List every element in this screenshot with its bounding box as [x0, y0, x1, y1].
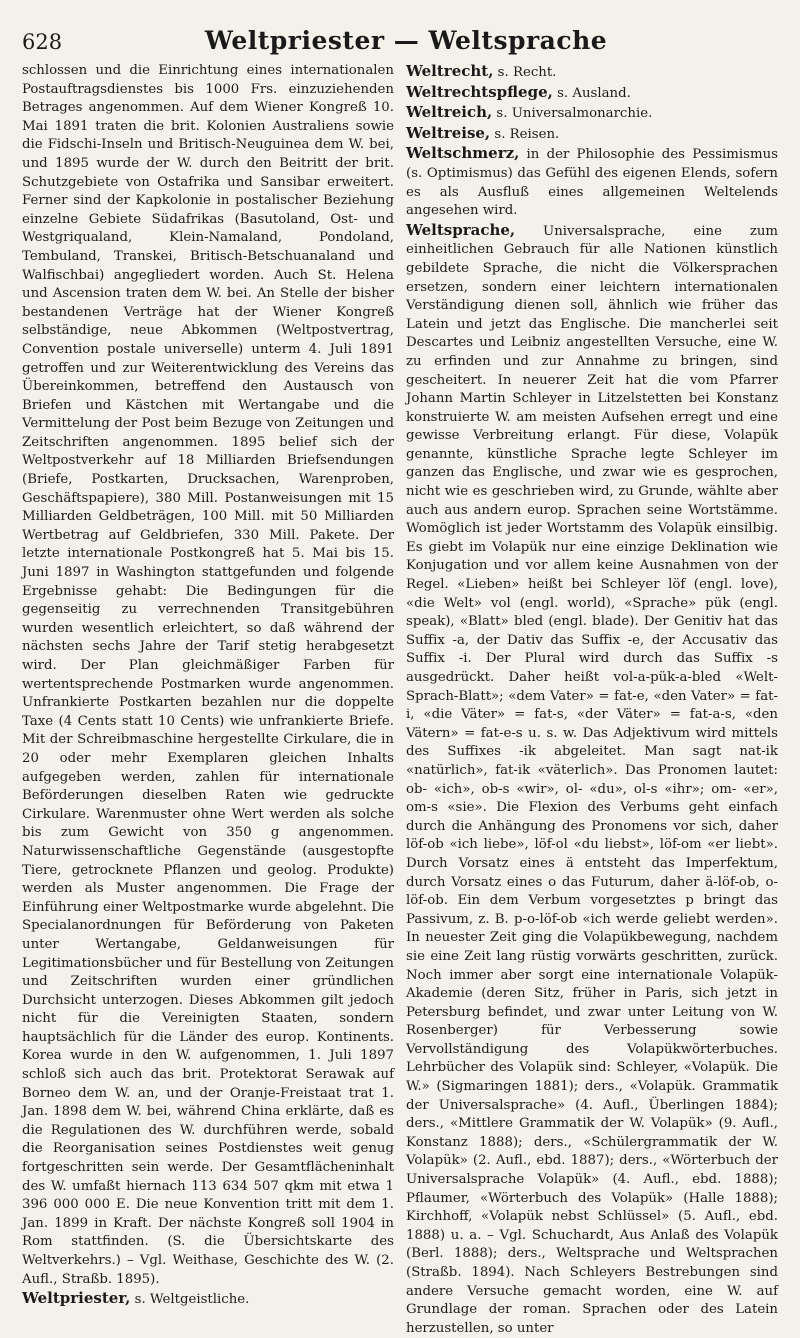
entry-keyword: Weltschmerz, [406, 144, 520, 163]
entry-text: s. Weltgeistliche. [130, 1292, 250, 1308]
entry-text: s. Recht. [493, 65, 557, 80]
weltpostverein-continuation: schlossen und die Einrichtung eines internationalen Postauftragsdienstes bis 1000 Frs. einzuziehenden Betrages angenommen. Auf dem Wiener Kongreß 10. Mai 1891 traten die brit. Kolonien Australiens sowie die Fidschi-Inseln und Britisch-Neuguinea dem W. bei, und 1895 wurde der W. durch den Beitritt der brit. Schutzgebiete von Ostafrika und Sansibar erweitert. Ferner sind der Kapkolonie in postalischer Beziehung einzelne Gebiete Südafrikas (Basutoland, Ost- und Westgriqualand, Klein-Namaland, Pondoland, Tembuland, Transkei, Britisch-Betschuanaland und Walfischbai) angegliedert worden. Auch St. Helena und Ascension traten dem W. bei. An Stelle der bisher bestandenen Verträge hat der Wiener Kongreß selbständige, neue Abkommen (Weltpostvertrag, Convention postale universelle) unterm 4. Juli 1891 getroffen und zur Weiterentwicklung des Vereins das Übereinkommen, betreffend den Austausch von Briefen und Kästchen mit Wertangabe und die Vermittelung der Post beim Bezuge von Zeitungen und Zeitschriften angenommen. 1895 belief sich der Weltpostverkehr auf 18 Milliarden Briefsendungen (Briefe, Postkarten, Drucksachen, Warenproben, Geschäftspapiere), 380 Mill. Postanweisungen mit 15 Milliarden Geldbeträgen, 100 Mill. mit 50 Milliarden Wertbetrag auf Geldbriefen, 330 Mill. Pakete. Der letzte internationale Postkongreß hat 5. Mai bis 15. Juni 1897 in Washington stattgefunden und folgende Ergebnisse gehabt: Die Bedingungen für die gegenseitig zu verrechnenden Transitgebühren wurden wesentlich erleichtert, so daß während der nächsten sechs Jahre der Tarif stetig herabgesetzt wird. Der Plan gleichmäßiger Farben für wertentsprechende Postmarken wurde angenommen. Unfrankierte Postkarten bezahlen nur die doppelte Taxe (4 Cents statt 10 Cents) wie unfrankierte Briefe. Mit der Schreibmaschine hergestellte Cirkulare, die in 20 oder mehr Exemplaren gleichen Inhalts aufgegeben werden, zahlen für internationale Beförderungen dieselben Raten wie gedruckte Cirkulare. Warenmuster ohne Wert werden als solche bis zum Gewicht von 350 g angenommen. Naturwissenschaftliche Gegenstände (ausgestopfte Tiere, getrocknete Pflanzen und geolog. Produkte) werden als Muster angenommen. Die Frage der Einführung einer Weltpostmarke wurde abgelehnt. Die Specialanordnungen für Beförderung von Paketen unter Wertangabe, Geldanweisungen für Legitimationsbücher und für Bestellung von Zeitungen und Zeitschriften wurden einer gründlichen Durchsicht unterzogen. Dieses Abkommen gilt jedoch nicht für die Vereinigten Staaten, sondern hauptsächlich für die Länder des europ. Kontinents. Korea wurde in den W. aufgenommen, 1. Juli 1897 schloß sich auch das brit. Protektorat Serawak auf Borneo dem W. an, und der Oranje-Freistaat trat 1. Jan. 1898 dem W. bei, während China erklärte, daß es die Regulationen des W. durchführen werde, sobald die Reorganisation seines Postdienstes weit genug fortgeschritten sein werde. Der Gesamtflächeninhalt des W. umfaßt hiernach 113 634 507 qkm mit etwa 1 396 000 000 E. Die neue Konvention tritt mit dem 1. Jan. 1899 in Kraft. Der nächste Kongreß soll 1904 in Rom stattfinden. (S. die Übersichtskarte des Weltverkehrs.) – Vgl. Weithase, Geschichte des W. (2. Aufl., Straßb. 1895). [22, 63, 394, 1287]
entry-weltschmerz [406, 144, 778, 220]
entry-weltrechtspflege [406, 83, 778, 104]
left-column [22, 62, 394, 1310]
entry-keyword: Weltrechtspflege, [406, 82, 553, 101]
entry-text: in der Philosophie des Pessimismus (s. Optimismus) das Gefühl des eigenen Elends, sofern es als Ausfluß eines allgemeinen Weltelends angesehen wird. [406, 147, 778, 219]
entry-text: s. Reisen. [490, 126, 560, 142]
entry-keyword: Weltsprache, [406, 220, 516, 239]
entry-keyword: Weltreise, [406, 123, 491, 142]
page-header [22, 22, 790, 62]
entry-weltreich [406, 103, 778, 124]
entry-text: s. Universalmonarchie. [492, 106, 653, 122]
entry-weltrecht [406, 62, 778, 83]
entry-text: s. Ausland. [552, 85, 631, 101]
entry-weltreise [406, 124, 778, 145]
entry-keyword: Weltreich, [406, 103, 493, 122]
page-number: 628 [22, 30, 63, 54]
entry-text: Universalsprache, eine zum einheitlichen Gebrauch für alle Nationen künstlich gebildete Sprache, die nicht die Völkersprachen ersetzen, sondern einer leichtern internationalen Verständigung dienen soll, ähnlich wie früher das Latein und jetzt das Englische. Die mancherlei seit Descartes und Leibniz angestellten Versuche, eine W. zu erfinden und zur Annahme zu bringen, sind gescheitert. In neuerer Zeit hat die vom Pfarrer Johann Martin Schleyer in Litzelstetten bei Konstanz konstruierte W. am meisten Aufsehen erregt und eine gewisse Verbreitung erlangt. Für diese, Volapük genannte, künstliche Sprache legte Schleyer im ganzen das Englische, und zwar wie es gesprochen, nicht wie es geschrieben wird, zu Grunde, wählte aber auch aus andern europ. Sprachen seine Wortstämme. Womöglich ist jeder Wortstamm des Volapük einsilbig. Es giebt im Volapük nur eine einzige Deklination wie Konjugation und vor allem keine Ausnahmen von der Regel. «Lieben» heißt bei Schleyer löf (engl. love), «die Welt» vol (engl. world), «Sprache» pük (engl. speak), «Blatt» bled (engl. blade). Der Genitiv hat das Suffix -a, der Dativ das Suffix -e, der Accusativ das Suffix -i. Der Plural wird durch das Suffix -s ausgedrückt. Daher heißt vol-a-pük-a-bled «Welt-Sprach-Blatt»; «dem Vater» = fat-e, «den Vater» = fat-i, «die Väter» = fat-s, «der Väter» = fat-a-s, «den Vätern» = fat-e-s u. s. w. Das Adjektivum wird mittels des Suffixes -ik abgeleitet. Man sagt nat-ik «natürlich», fat-ik «väterlich». Das Pronomen lautet: ob- «ich», ob-s «wir», ol- «du», ol-s «ihr»; om- «er», om-s «sie». Die Flexion des Verbums geht einfach durch die Anhängung des Pronomens vor sich, daher löf-ob «ich liebe», löf-ol «du liebst», löf-om «er liebt». Durch Vorsatz eines ä entsteht das Imperfektum, durch Vorsatz eines o das Futurum, daher ä-löf-ob, o-löf-ob. Ein dem Verbum vorgesetztes p bringt das Passivum, z. B. p-o-löf-ob «ich werde geliebt werden». In neuester Zeit ging die Volapükbewegung, nachdem sie eine Zeit lang rüstig vorwärts geschritten, zurück. Noch immer aber sorgt eine internationale Volapük-Akademie (deren Sitz, früher in Paris, sich jetzt in Petersburg befindet, und zwar unter Leitung von W. Rosenberger) für Verbesserung sowie Vervollständigung des Volapükwörterbuches. Lehrbücher des Volapük sind: Schleyer, «Volapük. Die W.» (Sigmaringen 1881); ders., «Volapük. Grammatik der Universalsprache» (4. Aufl., Überlingen 1884); ders., «Mittlere Grammatik der W. Volapük» (9. Aufl., Konstanz 1888); ders., «Schülergrammatik der W. Volapük» (2. Aufl., ebd. 1887); ders., «Wörterbuch der Universalsprache Volapük» (4. Aufl., ebd. 1888); Pflaumer, «Wörterbuch des Volapük» (Halle 1888); Kirchhoff, «Volapük nebst Schlüssel» (5. Aufl., ebd. 1888) u. a. – Vgl. Schuchardt, Aus Anlaß des Volapük (Berl. 1888); ders., Weltsprache und Weltsprachen (Straßb. 1894). Nach Schleyers Bestrebungen sind andere Versuche gemacht worden, eine W. auf Grundlage der roman. Sprachen oder des Latein herzustellen, so unter [406, 223, 778, 1336]
text-columns [22, 62, 790, 1338]
entry-keyword: Weltrecht, [406, 62, 494, 80]
right-column [406, 62, 778, 1338]
entry-keyword: Weltpriester, [22, 1289, 131, 1308]
entry-weltsprache [406, 221, 778, 1338]
entry-weltpriester [22, 1289, 394, 1310]
running-head: Weltpriester — Weltsprache [204, 26, 608, 55]
